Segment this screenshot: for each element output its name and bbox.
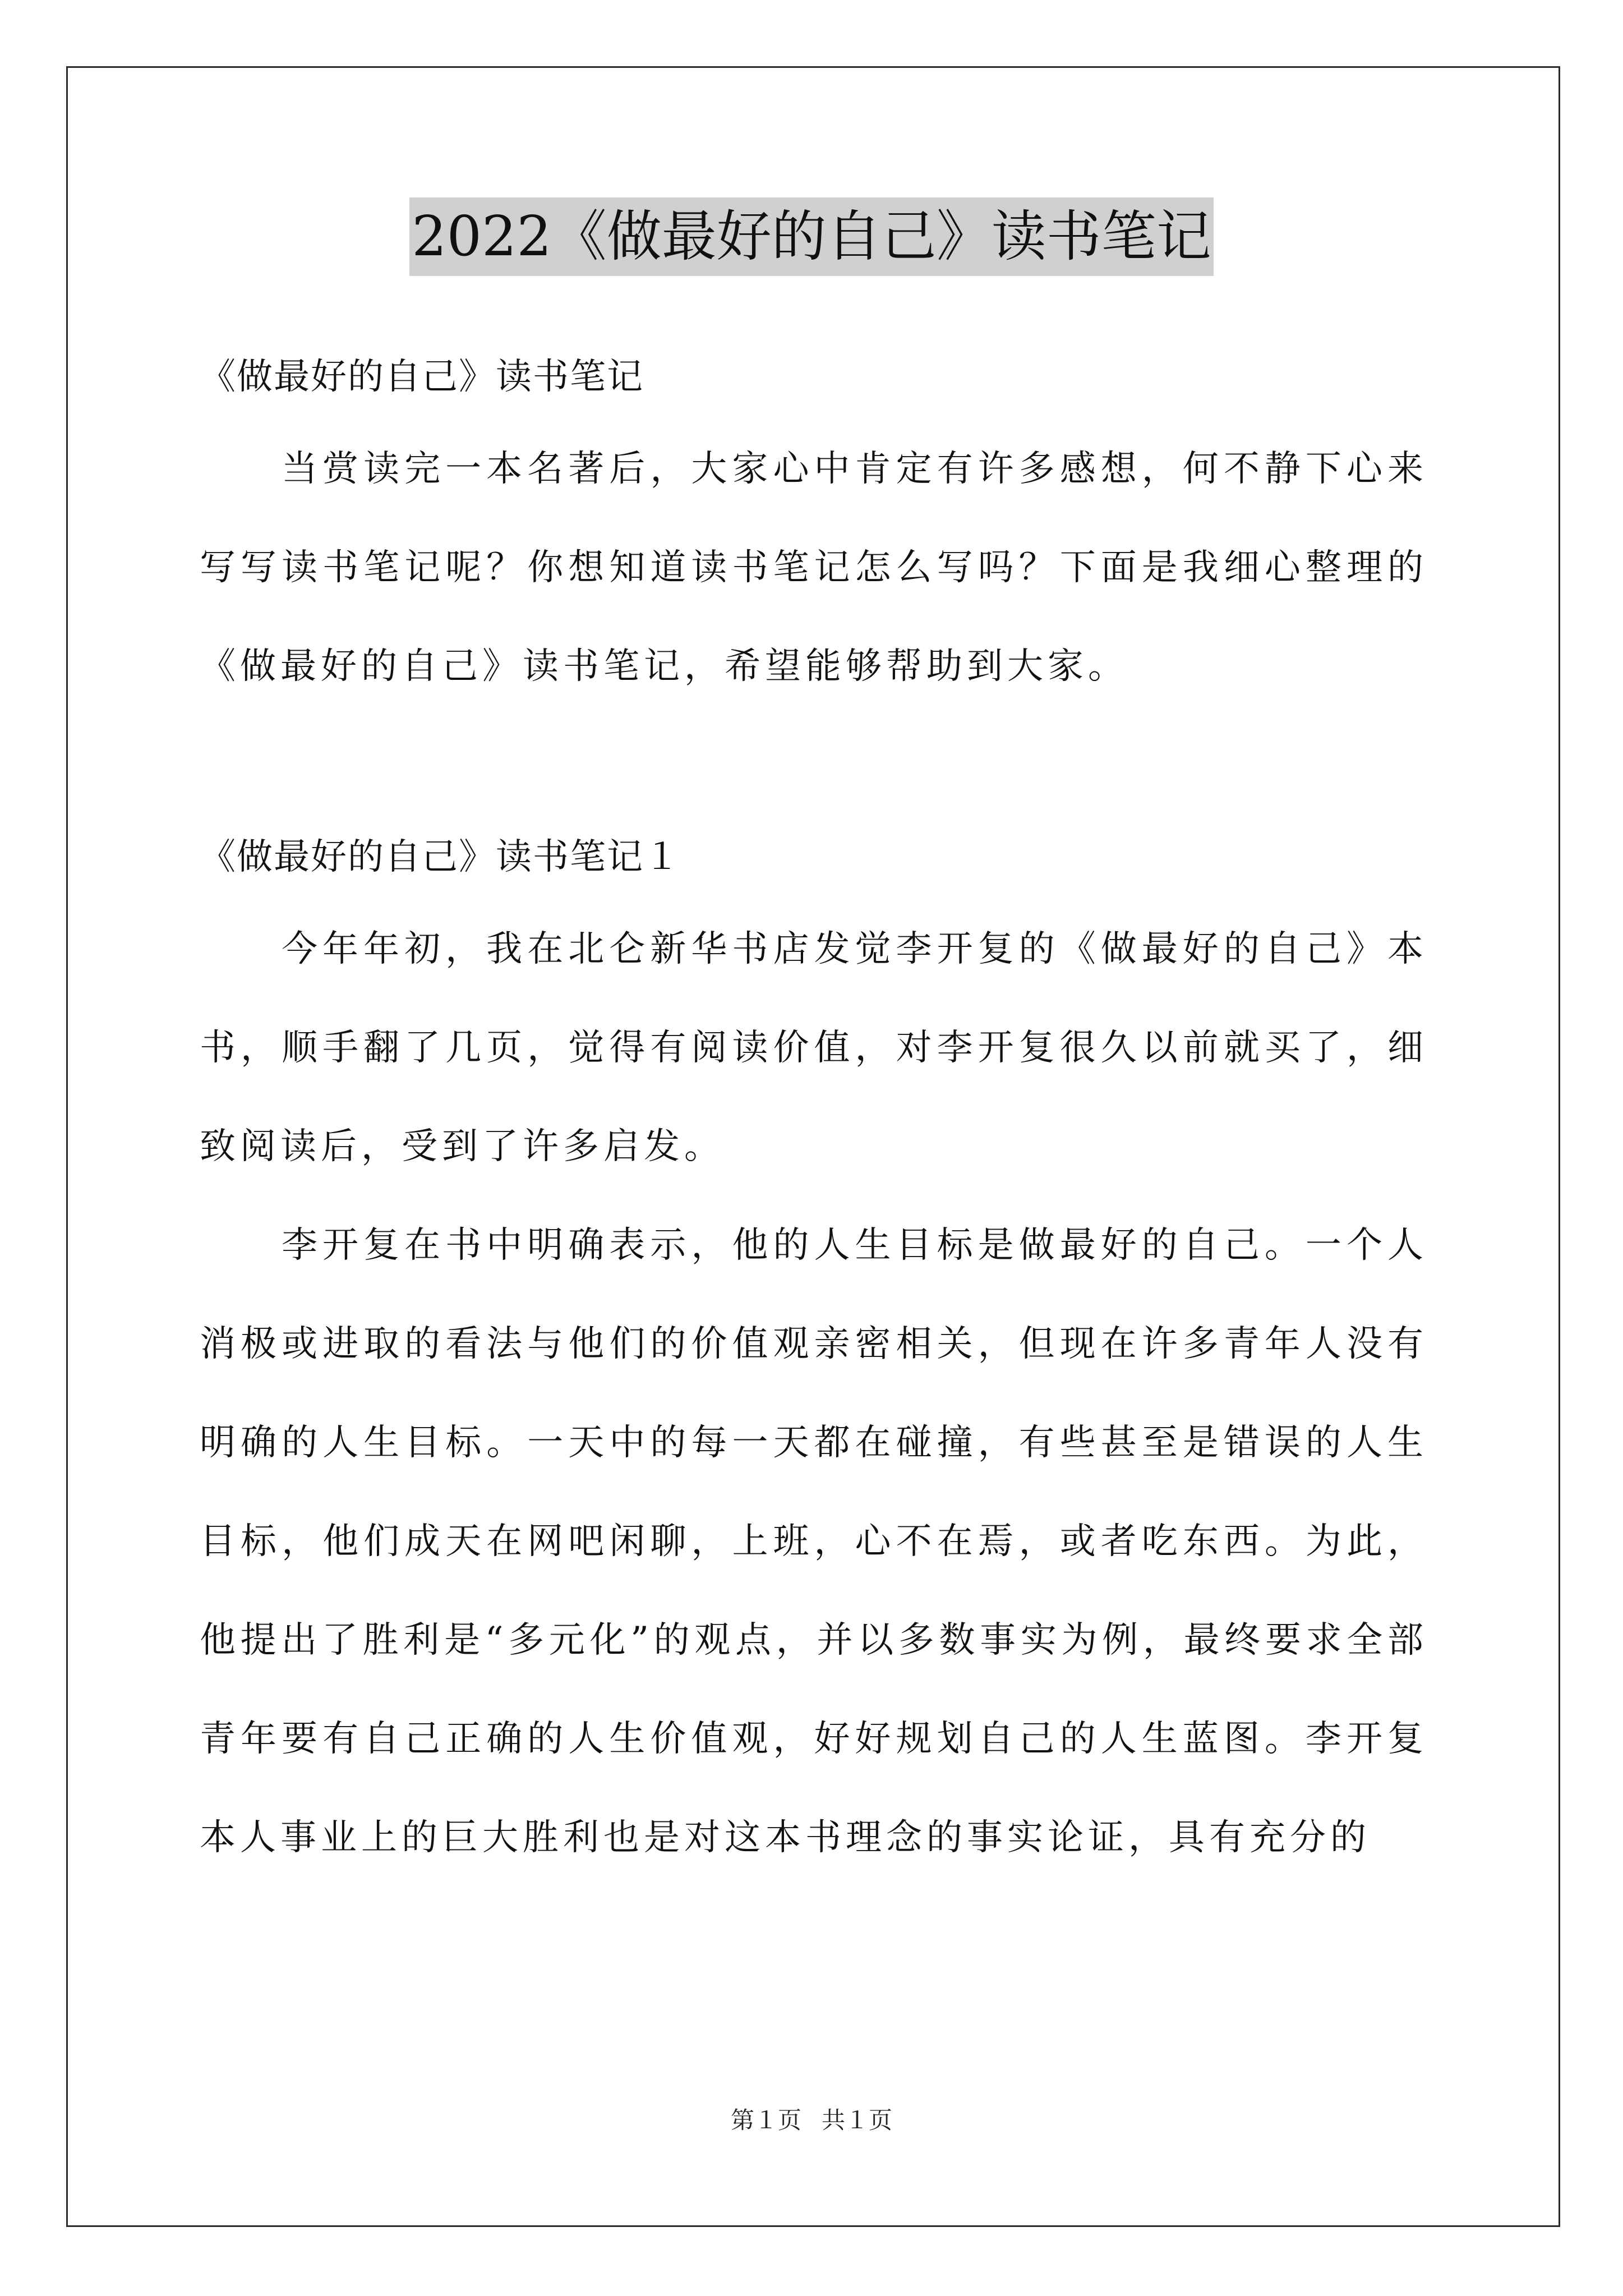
body-paragraph: 李开复在书中明确表示，他的人生目标是做最好的自己。一个人消极或进取的看法与他们的价值观亲密相关，但现在许多青年人没有明确的人生目标。一天中的每一天都在碰撞，有些甚至是错误的人生目标，他们成天在网吧闲聊，上班，心不在焉，或者吃东西。为此，他提出了胜利是“多元化”的观点，并以多数事实为例，最终要求全部青年要有自己正确的人生价值观，好好规划自己的人生蓝图。李开复本人事业上的巨大胜利也是对这本书理念的事实论证，具有充分的 xyxy=(200,1225,1428,1858)
page-footer xyxy=(0,2105,1623,2136)
intro-paragraph: 当赏读完一本名著后，大家心中肯定有许多感想，何不静下心来写写读书笔记呢？你想知道读书笔记怎么写吗？下面是我细心整理的《做最好的自己》读书笔记，希望能够帮助到大家。 xyxy=(200,448,1428,687)
document-body xyxy=(200,314,1428,1887)
document-subtitle: 《做最好的自己》读书笔记 xyxy=(200,356,644,398)
document-title: 2022《做最好的自己》读书笔记 xyxy=(409,197,1213,276)
page-total: 共１页 xyxy=(822,2106,893,2134)
page-number: 第１页 xyxy=(730,2106,801,2134)
section-heading: 《做最好的自己》读书笔记１ xyxy=(200,836,681,878)
title-container xyxy=(0,197,1623,276)
body-paragraph: 今年年初，我在北仑新华书店发觉李开复的《做最好的自己》本书，顺手翻了几页，觉得有阅读价值，对李开复很久以前就买了，细致阅读后，受到了许多启发。 xyxy=(200,928,1428,1167)
